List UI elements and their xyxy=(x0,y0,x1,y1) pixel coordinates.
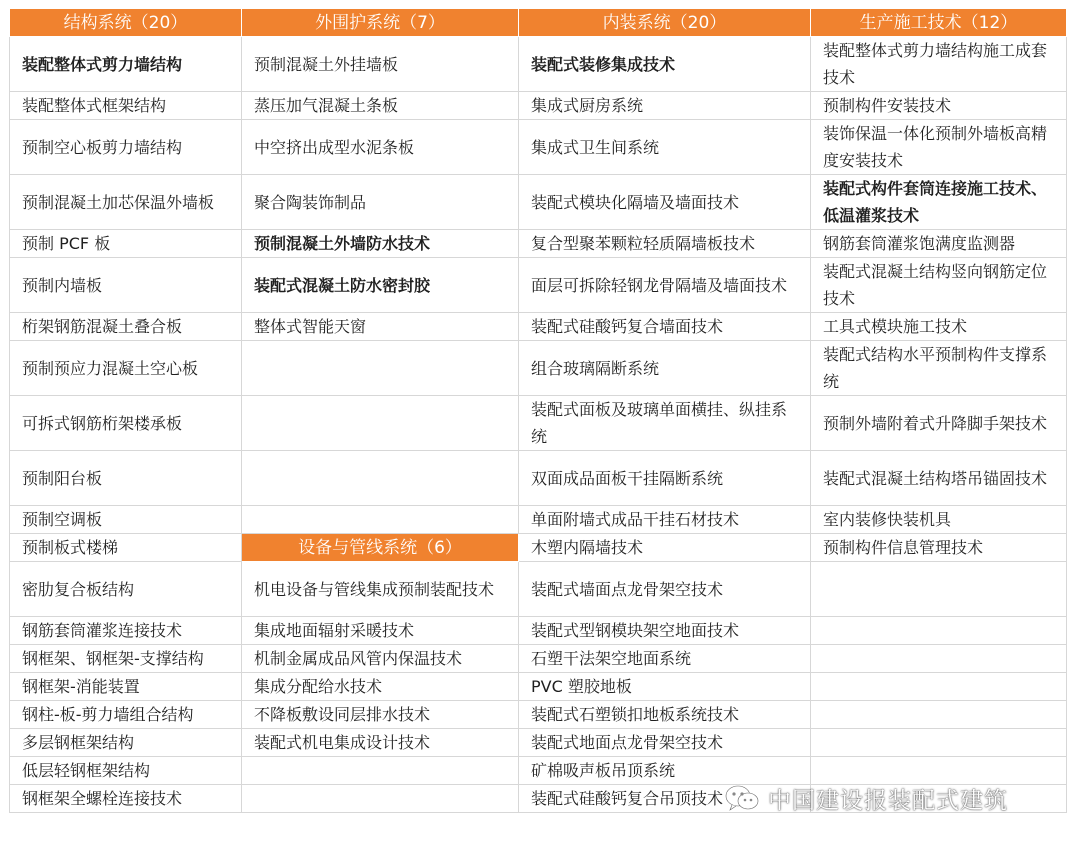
cell-envelope: 整体式智能天窗 xyxy=(242,313,519,341)
empty-cell xyxy=(811,701,1067,729)
header-interior: 内装系统（20） xyxy=(519,9,811,37)
cell-construction: 预制构件信息管理技术 xyxy=(811,534,1067,562)
empty-cell xyxy=(811,645,1067,673)
cell-interior: 装配式墙面点龙骨架空技术 xyxy=(519,562,811,617)
cell-envelope: 蒸压加气混凝土条板 xyxy=(242,92,519,120)
cell-structure: 可拆式钢筋桁架楼承板 xyxy=(10,396,242,451)
empty-cell xyxy=(811,673,1067,701)
empty-cell xyxy=(242,451,519,506)
cell-construction: 钢筋套筒灌浆饱满度监测器 xyxy=(811,230,1067,258)
empty-cell xyxy=(811,617,1067,645)
cell-envelope: 中空挤出成型水泥条板 xyxy=(242,120,519,175)
cell-interior: 装配式型钢模块架空地面技术 xyxy=(519,617,811,645)
cell-equipment: 集成分配给水技术 xyxy=(242,673,519,701)
empty-cell xyxy=(811,757,1067,785)
cell-envelope: 装配式混凝土防水密封胶 xyxy=(242,258,519,313)
header-construction: 生产施工技术（12） xyxy=(811,9,1067,37)
cell-interior: 装配式装修集成技术 xyxy=(519,37,811,92)
cell-equipment: 机制金属成品风管内保温技术 xyxy=(242,645,519,673)
cell-structure: 钢框架-消能装置 xyxy=(10,673,242,701)
cell-equipment: 装配式机电集成设计技术 xyxy=(242,729,519,757)
cell-construction: 装配式混凝土结构竖向钢筋定位技术 xyxy=(811,258,1067,313)
cell-structure: 低层轻钢框架结构 xyxy=(10,757,242,785)
cell-interior: 石塑干法架空地面系统 xyxy=(519,645,811,673)
cell-envelope: 聚合陶装饰制品 xyxy=(242,175,519,230)
cell-construction: 装配式混凝土结构塔吊锚固技术 xyxy=(811,451,1067,506)
cell-interior: 组合玻璃隔断系统 xyxy=(519,341,811,396)
cell-construction: 装配式构件套筒连接施工技术、低温灌浆技术 xyxy=(811,175,1067,230)
empty-cell xyxy=(811,729,1067,757)
cell-equipment: 不降板敷设同层排水技术 xyxy=(242,701,519,729)
cell-interior: 复合型聚苯颗粒轻质隔墙板技术 xyxy=(519,230,811,258)
cell-structure: 钢框架、钢框架-支撑结构 xyxy=(10,645,242,673)
cell-structure: 预制阳台板 xyxy=(10,451,242,506)
cell-structure: 桁架钢筋混凝土叠合板 xyxy=(10,313,242,341)
cell-structure: 装配整体式框架结构 xyxy=(10,92,242,120)
cell-structure: 多层钢框架结构 xyxy=(10,729,242,757)
cell-interior: 木塑内隔墙技术 xyxy=(519,534,811,562)
cell-construction: 装配整体式剪力墙结构施工成套技术 xyxy=(811,37,1067,92)
cell-equipment: 集成地面辐射采暖技术 xyxy=(242,617,519,645)
empty-cell xyxy=(242,341,519,396)
cell-structure: 装配整体式剪力墙结构 xyxy=(10,37,242,92)
cell-construction: 预制外墙附着式升降脚手架技术 xyxy=(811,396,1067,451)
cell-structure: 预制空心板剪力墙结构 xyxy=(10,120,242,175)
cell-construction: 工具式模块施工技术 xyxy=(811,313,1067,341)
empty-cell xyxy=(242,506,519,534)
cell-interior: 单面附墙式成品干挂石材技术 xyxy=(519,506,811,534)
cell-construction: 装配式结构水平预制构件支撑系统 xyxy=(811,341,1067,396)
cell-interior: 集成式厨房系统 xyxy=(519,92,811,120)
empty-cell xyxy=(242,396,519,451)
cell-interior: PVC 塑胶地板 xyxy=(519,673,811,701)
empty-cell xyxy=(242,757,519,785)
cell-structure: 预制混凝土加芯保温外墙板 xyxy=(10,175,242,230)
cell-interior: 面层可拆除轻钢龙骨隔墙及墙面技术 xyxy=(519,258,811,313)
cell-envelope: 预制混凝土外墙防水技术 xyxy=(242,230,519,258)
cell-structure: 钢筋套筒灌浆连接技术 xyxy=(10,617,242,645)
cell-structure: 预制内墙板 xyxy=(10,258,242,313)
cell-equipment: 机电设备与管线集成预制装配技术 xyxy=(242,562,519,617)
cell-structure: 密肋复合板结构 xyxy=(10,562,242,617)
wechat-icon xyxy=(724,784,760,812)
technology-table xyxy=(9,8,1067,813)
cell-envelope: 预制混凝土外挂墙板 xyxy=(242,37,519,92)
cell-structure: 预制 PCF 板 xyxy=(10,230,242,258)
cell-interior: 装配式面板及玻璃单面横挂、纵挂系统 xyxy=(519,396,811,451)
cell-structure: 预制预应力混凝土空心板 xyxy=(10,341,242,396)
cell-interior: 装配式石塑锁扣地板系统技术 xyxy=(519,701,811,729)
cell-interior: 装配式硅酸钙复合吊顶技术 xyxy=(519,785,811,813)
cell-interior: 装配式硅酸钙复合墙面技术 xyxy=(519,313,811,341)
cell-interior: 矿棉吸声板吊顶系统 xyxy=(519,757,811,785)
header-equipment: 设备与管线系统（6） xyxy=(242,534,519,562)
cell-construction: 装饰保温一体化预制外墙板高精度安装技术 xyxy=(811,120,1067,175)
empty-cell xyxy=(811,562,1067,617)
watermark-text: 中国建设报装配式建筑 xyxy=(768,787,1008,814)
cell-interior: 集成式卫生间系统 xyxy=(519,120,811,175)
cell-structure: 预制空调板 xyxy=(10,506,242,534)
cell-interior: 双面成品面板干挂隔断系统 xyxy=(519,451,811,506)
cell-structure: 钢框架全螺栓连接技术 xyxy=(10,785,242,813)
empty-cell xyxy=(242,785,519,813)
cell-structure: 钢柱-板-剪力墙组合结构 xyxy=(10,701,242,729)
header-envelope: 外围护系统（7） xyxy=(242,9,519,37)
cell-interior: 装配式模块化隔墙及墙面技术 xyxy=(519,175,811,230)
cell-structure: 预制板式楼梯 xyxy=(10,534,242,562)
cell-construction: 室内装修快装机具 xyxy=(811,506,1067,534)
cell-interior: 装配式地面点龙骨架空技术 xyxy=(519,729,811,757)
cell-construction: 预制构件安装技术 xyxy=(811,92,1067,120)
header-structure: 结构系统（20） xyxy=(10,9,242,37)
watermark xyxy=(724,784,1008,812)
